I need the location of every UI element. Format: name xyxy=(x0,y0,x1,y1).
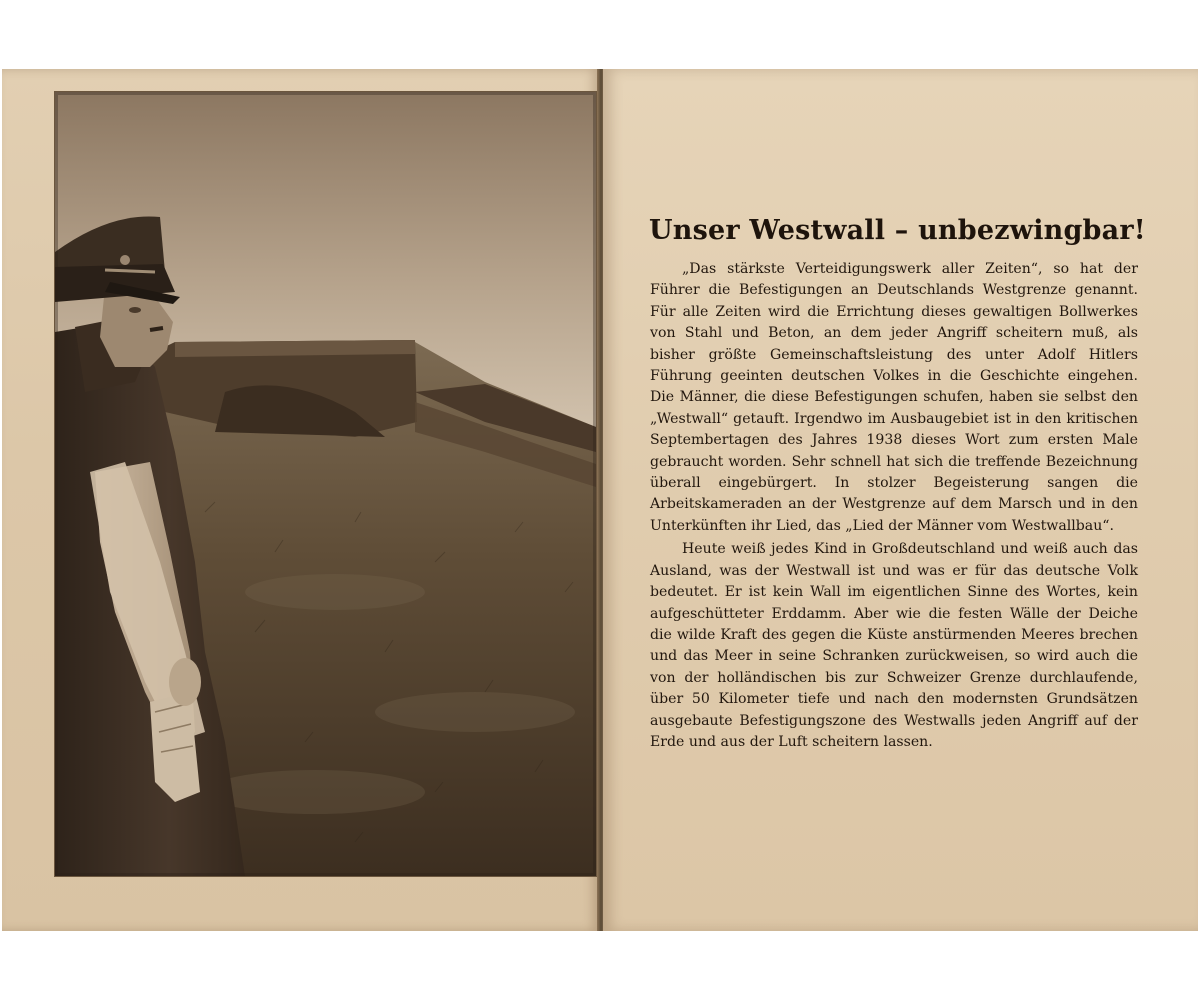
open-booklet xyxy=(2,69,1198,931)
paragraph-1: „Das stärkste Verteidigungswerk aller Zeiten“, so hat der Führer die Befestigungen an Deutschlands Westgrenze genannt. Für alle Zeiten wird die Errichtung dieses gewaltigen Bollwerkes von Stahl und Beton, an dem jeder Angriff scheitern muß, als bisher größte Gemeinschaftsleistung des unter Adolf Hitlers Führung geeinten deutschen Volkes in die Geschichte eingehen. Die Männer, die diese Befestigungen schufen, haben sie selbst den „Westwall“ getauft. Irgendwo im Ausbaugebiet ist in den kritischen Septembertagen des Jahres 1938 dieses Wort zum ersten Male gebraucht worden. Sehr schnell hat sich die treffende Bezeichnung überall eingebürgert. In stolzer Begeisterung sangen die Arbeitskameraden an der Westgrenze auf dem Marsch und in den Unterkünften ihr Lied, das „Lied der Männer vom Westwallbau“. xyxy=(650,261,1138,534)
article-body xyxy=(650,259,1138,753)
right-page xyxy=(603,69,1198,931)
left-page xyxy=(2,69,599,931)
article-title: Unser Westwall – unbezwingbar! xyxy=(649,215,1146,246)
paragraph-2: Heute weiß jedes Kind in Großdeutschland und weiß auch das Ausland, was der Westwall ist und was er für das deutsche Volk bedeutet. Er ist kein Wall im eigentlichen Sinne des Wortes, kein aufgeschütteter Erddamm. Aber wie die festen Wälle der Deiche die wilde Kraft des gegen die Küste anstürmenden Meeres brechen und das Meer in seine Schranken zurückweisen, so wird auch die von der holländischen bis zur Schweizer Grenze durchlaufende, über 50 Kilometer tiefe und nach den modernsten Grundsätzen ausgebaute Befestigungszone des Westwalls jeden Angriff auf der Erde und aus der Luft scheitern lassen. xyxy=(650,541,1138,750)
sepia-photograph xyxy=(54,91,597,877)
photograph-image xyxy=(55,92,596,876)
